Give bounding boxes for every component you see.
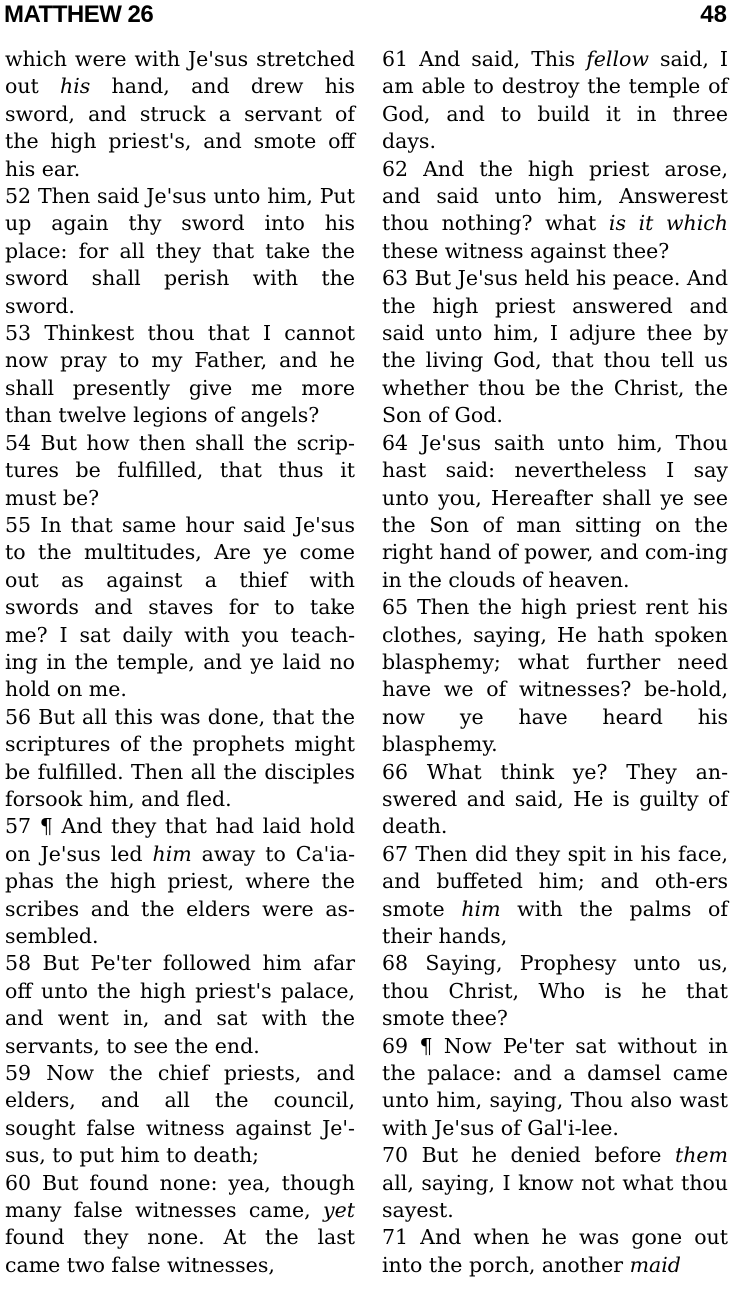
italic-word: fellow xyxy=(586,47,649,71)
verse-text: with the palms of their hands, xyxy=(382,896,728,948)
italic-word: his xyxy=(60,74,91,99)
verse-paragraph xyxy=(5,430,355,512)
verse-text: 58 But Pe'ter followed him afar off unto the high priest's palace, and went in, and sat with the servants, to see the end. xyxy=(5,951,355,1058)
verse-text: 54 But how then shall the scrip-tures be fulfilled, that thus it must be? xyxy=(5,430,355,510)
left-text-column xyxy=(5,46,355,1279)
verse-paragraph xyxy=(382,1033,728,1143)
verse-text: hand, and drew his sword, and struck a servant of the high priest's, and smote off his ear. xyxy=(5,74,355,181)
right-text-column xyxy=(382,46,728,1279)
verse-paragraph xyxy=(382,950,728,1032)
verse-paragraph xyxy=(382,430,728,594)
verse-paragraph xyxy=(5,512,355,704)
verse-paragraph xyxy=(382,841,728,951)
verse-text: 59 Now the chief priests, and elders, and all the council, sought false witness against Je'-sus, to put him to death; xyxy=(5,1061,355,1168)
italic-word: maid xyxy=(629,1252,681,1277)
verse-text: 69 ¶ Now Pe'ter sat without in the palace: and a damsel came unto him, saying, Thou also wast with Je'sus of Gal'i-lee. xyxy=(382,1033,728,1140)
verse-paragraph xyxy=(382,265,728,429)
verse-paragraph xyxy=(5,813,355,950)
book-chapter-title: MATTHEW 26 xyxy=(4,1,154,28)
verse-paragraph xyxy=(382,156,728,266)
verse-text: 63 But Je'sus held his peace. And the high priest answered and said unto him, I adjure thee by the living God, that thou tell us whether thou be the Christ, the Son of God. xyxy=(382,266,728,428)
verse-text: 65 Then the high priest rent his clothes, saying, He hath spoken blasphemy; what further need have we of witnesses? be-hold, now ye have heard his blasphemy. xyxy=(382,595,728,757)
italic-word: him xyxy=(152,841,192,866)
verse-paragraph xyxy=(5,1170,355,1280)
verse-text: 67 Then did they spit in his face, and buffeted him; and oth-ers smote xyxy=(382,841,728,921)
verse-text: 57 ¶ And they that had laid hold on Je'sus led xyxy=(5,814,355,866)
verse-text: 61 And said, This xyxy=(382,47,587,71)
verse-paragraph xyxy=(5,704,355,814)
verse-paragraph xyxy=(5,950,355,1060)
verse-text: 55 In that same hour said Je'sus to the multitudes, Are ye come out as against a thief with swords and staves for to take me? I sat daily with you teach-ing in the temple, and ye laid no hold on me. xyxy=(5,512,355,702)
italic-word: him xyxy=(461,896,501,921)
verse-paragraph xyxy=(382,46,728,156)
italic-word: yet xyxy=(323,1198,355,1223)
verse-text: which were with Je'sus stretched out xyxy=(5,47,355,99)
verse-text: 52 Then said Je'sus unto him, Put up again thy sword into his place: for all they that take the sword shall perish with the sword. xyxy=(5,184,355,318)
verse-paragraph xyxy=(5,183,355,320)
verse-text: 60 But found none: yea, though many false witnesses came, xyxy=(5,1170,355,1223)
verse-text: 70 But he denied before xyxy=(382,1143,675,1168)
verse-text: 56 But all this was done, that the scriptures of the prophets might be fulfilled. Then all the disciples forsook him, and fled. xyxy=(5,704,355,811)
verse-text: found they none. At the last came two false witnesses, xyxy=(5,1225,355,1277)
verse-text: these witness against thee? xyxy=(382,238,670,263)
verse-paragraph xyxy=(5,46,355,183)
verse-text: away to Ca'ia-phas the high priest, where the scribes and the elders were as-sembled. xyxy=(5,841,356,948)
verse-paragraph xyxy=(5,320,355,430)
verse-text: 71 And when he was gone out into the porch, another xyxy=(382,1225,728,1277)
italic-word: them xyxy=(674,1143,728,1168)
verse-text: 62 And the high priest arose, and said unto him, Answerest thou nothing? what xyxy=(382,156,728,236)
verse-paragraph xyxy=(382,1142,728,1224)
verse-paragraph xyxy=(382,759,728,841)
verse-paragraph xyxy=(382,594,728,758)
verse-text: 53 Thinkest thou that I cannot now pray to my Father, and he shall presently give me more than twelve legions of angels? xyxy=(5,321,355,428)
verse-text: all, saying, I know not what thou sayest. xyxy=(382,1170,728,1223)
running-header xyxy=(0,0,733,36)
verse-text: 66 What think ye? They an-swered and said, He is guilty of death. xyxy=(382,759,728,839)
page-number: 48 xyxy=(700,1,727,28)
verse-text: 64 Je'sus saith unto him, Thou hast said: nevertheless I say unto you, Hereafter shall ye see the Son of man sitting on the right hand of power, and com-ing in the clouds of heaven. xyxy=(382,430,729,592)
verse-text: 68 Saying, Prophesy unto us, thou Christ, Who is he that smote thee? xyxy=(382,951,728,1031)
italic-word: is it which xyxy=(608,211,728,236)
verse-text: said, I am able to destroy the temple of God, and to build it in three days. xyxy=(382,47,728,154)
verse-paragraph xyxy=(5,1060,355,1170)
verse-paragraph xyxy=(382,1224,728,1279)
